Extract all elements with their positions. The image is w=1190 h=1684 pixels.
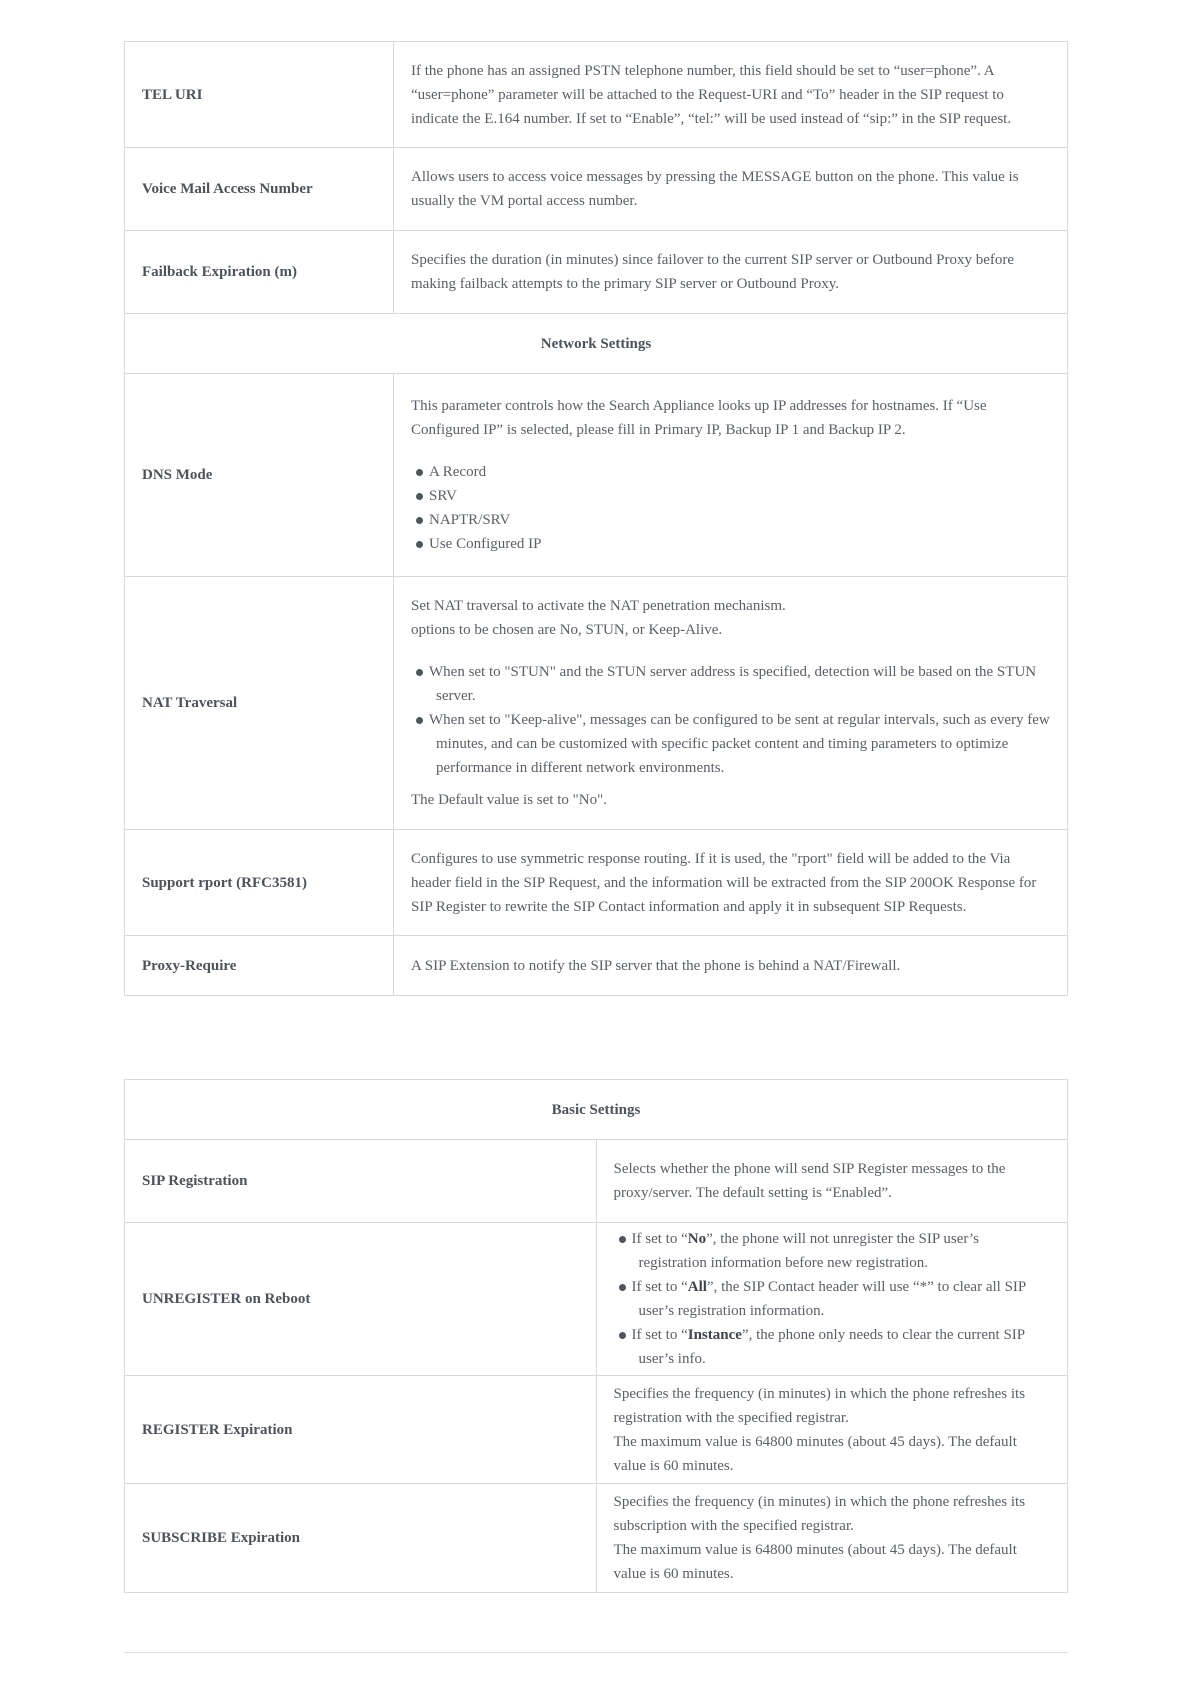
param-name: REGISTER Expiration (125, 1376, 597, 1484)
list-item (614, 1227, 1051, 1275)
list-item: NAPTR/SRV (411, 508, 1050, 532)
param-name: NAT Traversal (125, 577, 394, 830)
text-span: If set to “ (631, 1231, 688, 1247)
table-row (125, 1223, 1068, 1376)
nat-options-list (411, 660, 1050, 780)
param-name: Failback Expiration (m) (125, 231, 394, 314)
account-settings-table (124, 41, 1068, 996)
param-name: SIP Registration (125, 1140, 597, 1223)
text-span: ”, the phone only needs to clear the current SIP user’s info. (638, 1327, 1025, 1367)
table-row (125, 42, 1068, 148)
desc-line: Specifies the frequency (in minutes) in which the phone refreshes its subscription with the specified registrar. (613, 1494, 1026, 1534)
param-description: Allows users to access voice messages by pressing the MESSAGE button on the phone. This value is usually the VM portal access number. (394, 148, 1068, 231)
table-row (125, 577, 1068, 830)
param-description: Selects whether the phone will send SIP Register messages to the proxy/server. The default setting is “Enabled”. (596, 1140, 1068, 1223)
param-description: A SIP Extension to notify the SIP server that the phone is behind a NAT/Firewall. (394, 936, 1068, 996)
param-name: Support rport (RFC3581) (125, 830, 394, 936)
table-row (125, 231, 1068, 314)
section-row (125, 314, 1068, 374)
section-heading-basic-settings: Basic Settings (125, 1080, 1068, 1140)
option-value: No (687, 1231, 707, 1247)
list-item (614, 1323, 1051, 1371)
nat-default: The Default value is set to "No". (411, 792, 607, 808)
list-item: When set to "Keep-alive", messages can be configured to be sent at regular intervals, such as every few minutes, and can be customized with specific packet content and timing parameters to optimize performance in different network environments. (411, 708, 1050, 780)
text-span: If set to “ (631, 1279, 688, 1295)
unregister-options-list (614, 1227, 1051, 1371)
section-heading-network-settings: Network Settings (125, 314, 1068, 374)
table-row (125, 148, 1068, 231)
param-description (596, 1484, 1068, 1593)
basic-settings-table (124, 1079, 1068, 1593)
param-description (394, 577, 1068, 830)
list-item: When set to "STUN" and the STUN server address is specified, detection will be based on the STUN server. (411, 660, 1050, 708)
table-row (125, 374, 1068, 577)
list-item (614, 1275, 1051, 1323)
nat-line: options to be chosen are No, STUN, or Keep-Alive. (411, 622, 723, 638)
param-description: If the phone has an assigned PSTN telephone number, this field should be set to “user=phone”. A “user=phone” parameter will be attached to the Request-URI and “To” header in the SIP request to indicate the E.164 number. If set to “Enable”, “tel:” will be used instead of “sip:” in the SIP request. (394, 42, 1068, 148)
option-value: All (687, 1279, 707, 1295)
param-name: Voice Mail Access Number (125, 148, 394, 231)
section-row (125, 1080, 1068, 1140)
param-name: SUBSCRIBE Expiration (125, 1484, 597, 1593)
param-name: Proxy-Require (125, 936, 394, 996)
text-span: If set to “ (631, 1327, 688, 1343)
text-span: ”, the phone will not unregister the SIP user’s registration information before new registration. (638, 1231, 979, 1271)
param-name: UNREGISTER on Reboot (125, 1223, 597, 1376)
table-row (125, 830, 1068, 936)
dns-options-list (411, 460, 1050, 556)
table-row (125, 936, 1068, 996)
param-description: Configures to use symmetric response routing. If it is used, the "rport" field will be added to the Via header field in the SIP Request, and the information will be extracted from the SIP 200OK Response for SIP Register to rewrite the SIP Contact information and apply it in subsequent SIP Requests. (394, 830, 1068, 936)
table-row (125, 1376, 1068, 1484)
param-description (394, 374, 1068, 577)
list-item: Use Configured IP (411, 532, 1050, 556)
list-item: SRV (411, 484, 1050, 508)
footer-divider (124, 1652, 1068, 1653)
desc-line: Specifies the frequency (in minutes) in which the phone refreshes its registration with the specified registrar. (613, 1385, 1026, 1426)
option-value: Instance (687, 1327, 742, 1343)
nat-line: Set NAT traversal to activate the NAT penetration mechanism. (411, 598, 786, 614)
param-description (596, 1223, 1068, 1376)
desc-line: The maximum value is 64800 minutes (about 45 days). The default value is 60 minutes. (613, 1433, 1017, 1474)
param-name: TEL URI (125, 42, 394, 148)
param-description (596, 1376, 1068, 1484)
table-row (125, 1484, 1068, 1593)
param-name: DNS Mode (125, 374, 394, 577)
table-row (125, 1140, 1068, 1223)
desc-line: The maximum value is 64800 minutes (about 45 days). The default value is 60 minutes. (613, 1542, 1017, 1582)
dns-intro: This parameter controls how the Search Appliance looks up IP addresses for hostnames. If “Use Configured IP” is selected, please fill in Primary IP, Backup IP 1 and Backup IP 2. (411, 398, 987, 438)
text-span: ”, the SIP Contact header will use “*” to clear all SIP user’s registration information. (638, 1279, 1026, 1319)
param-description: Specifies the duration (in minutes) since failover to the current SIP server or Outbound Proxy before making failback attempts to the primary SIP server or Outbound Proxy. (394, 231, 1068, 314)
list-item: A Record (411, 460, 1050, 484)
